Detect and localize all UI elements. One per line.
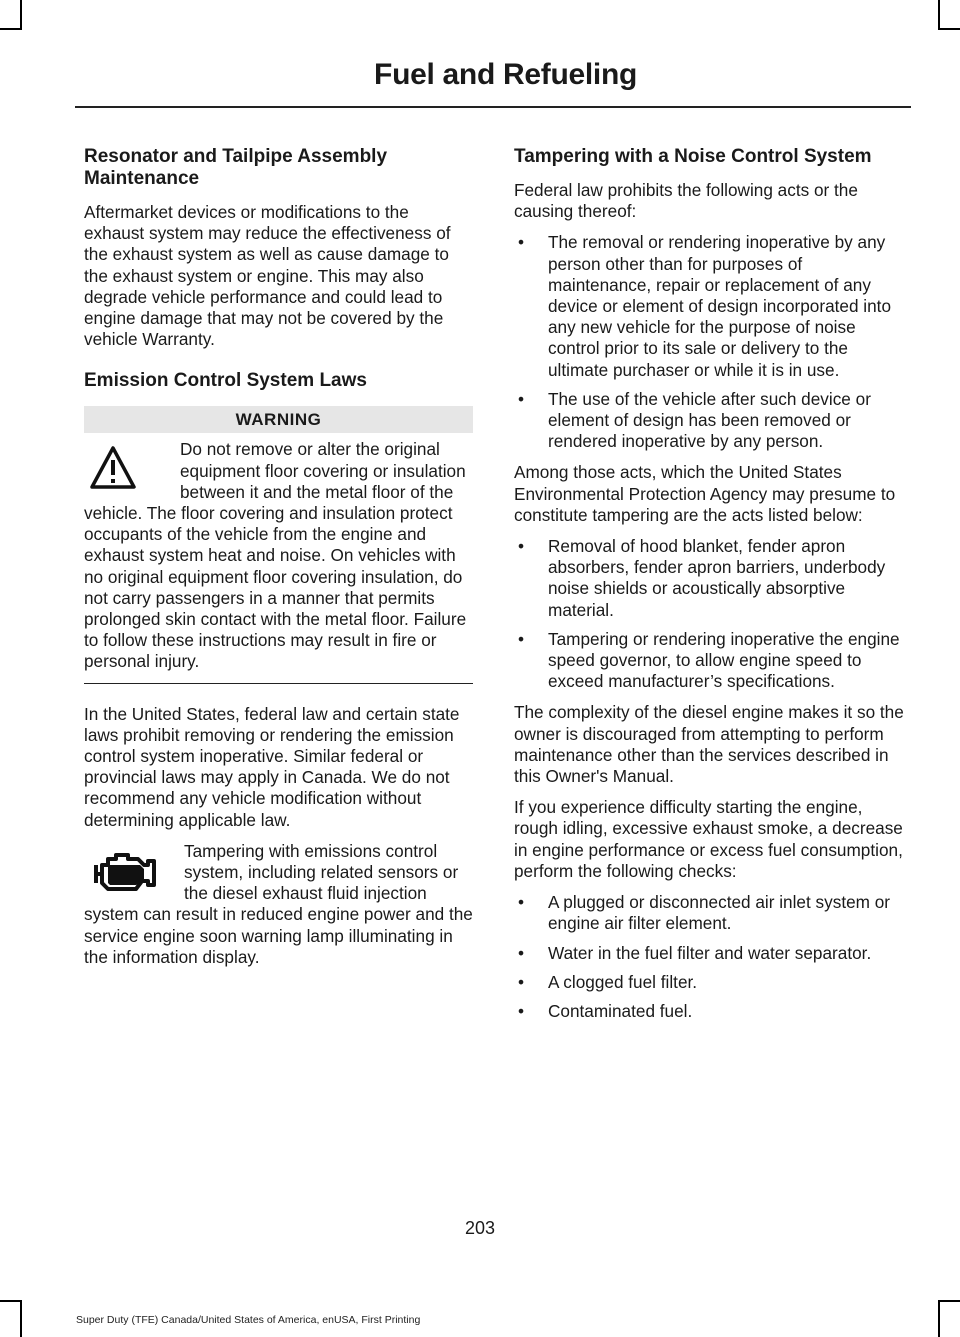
- paragraph-diesel-complexity: The complexity of the diesel engine makes it so the owner is discouraged from attempting to perform maintenance other than the services described in this Owner's Manual.: [514, 702, 904, 787]
- crop-mark: [938, 0, 940, 30]
- page-number: 203: [464, 1218, 496, 1238]
- list-item: • Contaminated fuel.: [514, 1001, 908, 1022]
- footer-edition: Super Duty (TFE) Canada/United States of America, enUSA, First Printing: [76, 1314, 421, 1326]
- list-item: • The removal or rendering inoperative by any person other than for purposes of maintenance, repair or replacement of any device or element of design incorporated into any new vehicle for the purpose of noise control prior to its sale or delivery to the ultimate purchaser or while it is in use.: [514, 232, 908, 380]
- crop-mark: [0, 28, 22, 30]
- list-item: • The use of the vehicle after such device or element of design has been removed or rendered inoperative by any person.: [514, 389, 908, 453]
- check-engine-icon: [94, 851, 158, 895]
- left-column: [84, 146, 473, 978]
- paragraph-aftermarket: Aftermarket devices or modifications to the exhaust system may reduce the effectiveness of the exhaust system as well as cause damage to the exhaust system or engine. This may also degrade vehicle performance and could lead to engine damage that may not be covered by the vehicle Warranty.: [84, 202, 451, 350]
- paragraph-federal-law: In the United States, federal law and certain state laws prohibit removing or rendering the emission control system inoperative. Similar federal or provincial laws may apply in Canada. We do not recommend any vehicle modification without determining applicable law.: [84, 703, 460, 830]
- header-divider: [75, 106, 911, 108]
- warning-label: WARNING: [84, 406, 473, 433]
- crop-mark: [938, 1300, 960, 1302]
- checks-list: [514, 892, 908, 1022]
- paragraph-checks-intro: If you experience difficulty starting the engine, rough idling, excessive exhaust smoke, a decrease in engine performance or excess fuel consumption, perform the following checks:: [514, 797, 903, 881]
- crop-mark: [938, 1300, 940, 1337]
- heading-noise-control: Tampering with a Noise Control System: [514, 146, 872, 167]
- paragraph-epa: Among those acts, which the United States Environmental Protection Agency may presume to constitute tampering are the acts listed below:: [514, 462, 896, 525]
- warning-body: [84, 433, 473, 683]
- list-item: • A plugged or disconnected air inlet system or engine air filter element.: [514, 892, 908, 934]
- list-item: • A clogged fuel filter.: [514, 972, 908, 993]
- list-item: • Removal of hood blanket, fender apron absorbers, fender apron barriers, underbody noise shields or acoustically absorptive material.: [514, 536, 908, 621]
- right-column: [514, 146, 908, 1032]
- prohibited-acts-list: [514, 232, 908, 452]
- heading-resonator: Resonator and Tailpipe Assembly Maintenance: [84, 146, 388, 189]
- section-title: Fuel and Refueling: [374, 58, 637, 91]
- warning-text: Do not remove or alter the original equipment floor covering or insulation between it and the metal floor of the vehicle. The floor covering and insulation protect occupants of the vehicle from the engine and exhaust system heat and noise. On vehicles with no original equipment floor covering insulation, do not carry passengers in a manner that permits prolonged skin contact with the metal floor. Failure to follow these instructions may result in fire or personal injury.: [84, 439, 467, 672]
- paragraph-tampering-emissions: Tampering with emissions control system, including related sensors or the diesel exhaust fluid injection system can result in reduced engine power and the service engine soon warning lamp illuminating in the information display.: [84, 840, 473, 967]
- warning-triangle-icon: [90, 445, 136, 491]
- list-item: • Water in the fuel filter and water separator.: [514, 943, 908, 964]
- crop-mark: [20, 1300, 22, 1337]
- paragraph-federal-prohibits: Federal law prohibits the following acts or the causing thereof:: [514, 180, 858, 222]
- warning-box: [84, 406, 473, 683]
- crop-mark: [20, 0, 22, 30]
- crop-mark: [938, 28, 960, 30]
- tampering-acts-list: [514, 536, 908, 692]
- list-item: • Tampering or rendering inoperative the engine speed governor, to allow engine speed to exceed manufacturer’s specifications.: [514, 629, 908, 693]
- crop-mark: [0, 1300, 22, 1302]
- engine-notice: [84, 841, 473, 978]
- heading-emission-laws: Emission Control System Laws: [84, 370, 367, 392]
